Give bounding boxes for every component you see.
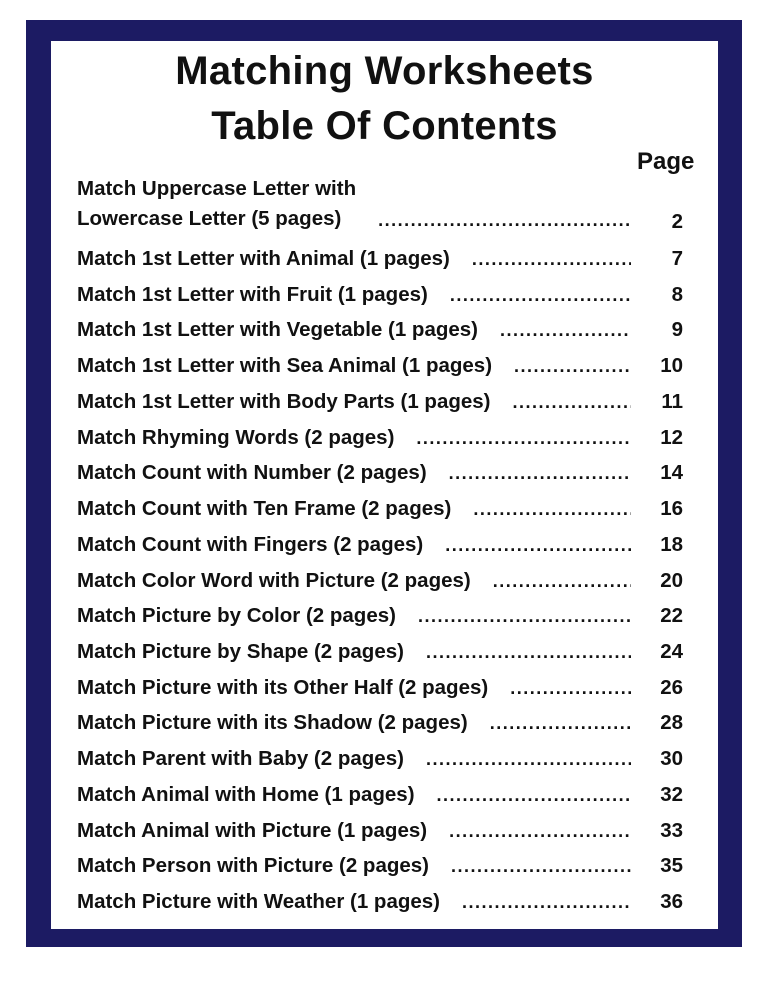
dot-leader <box>449 821 631 845</box>
toc-entry-page: 35 <box>660 854 683 877</box>
dot-leader <box>426 749 631 773</box>
toc-entry-page: 20 <box>660 569 683 592</box>
worksheet-page <box>51 41 718 929</box>
toc-entry-page: 10 <box>660 354 683 377</box>
toc-entry-label: Match Count with Fingers (2 pages) <box>77 533 424 556</box>
toc-entry-page: 33 <box>660 819 683 842</box>
toc-entry <box>77 352 683 380</box>
toc-entry-label: Match Person with Picture (2 pages) <box>77 854 429 877</box>
toc-entry <box>77 709 683 737</box>
dot-leader <box>473 499 631 523</box>
toc-entry-page: 18 <box>660 533 683 556</box>
toc-entry-page: 30 <box>660 747 683 770</box>
toc-entry-page: 14 <box>660 461 683 484</box>
toc-entry-page: 36 <box>660 890 683 913</box>
toc-entry-page: 11 <box>661 390 683 413</box>
toc-entry <box>77 424 683 452</box>
toc-entry <box>77 531 683 559</box>
toc-entry-label: Match 1st Letter with Sea Animal (1 pages) <box>77 354 493 377</box>
toc-entry <box>77 316 683 344</box>
dot-leader <box>378 210 631 234</box>
toc-entry-label: Match Picture by Shape (2 pages) <box>77 640 404 663</box>
toc-entry <box>77 674 683 702</box>
dot-leader <box>462 892 631 916</box>
toc-entry-page: 8 <box>671 283 683 306</box>
dot-leader <box>450 285 631 309</box>
dot-leader <box>514 356 631 380</box>
toc-entry-page: 12 <box>660 426 683 449</box>
toc-entry-label: Match Picture with Weather (1 pages) <box>77 890 441 913</box>
toc-entry-label: Match Count with Number (2 pages) <box>77 461 427 484</box>
toc-entry <box>77 888 683 916</box>
toc-entry-label: Match Animal with Home (1 pages) <box>77 783 415 806</box>
toc-entry-page: 32 <box>660 783 683 806</box>
toc-entry-label-line1: Match Uppercase Letter with <box>77 177 357 200</box>
dot-leader <box>513 392 631 416</box>
document-title: Matching Worksheets <box>175 49 594 93</box>
toc-entry <box>77 745 683 773</box>
dot-leader <box>416 428 631 452</box>
toc-entry <box>77 817 683 845</box>
dot-leader <box>490 713 631 737</box>
dot-leader <box>445 535 631 559</box>
page-column-header: Page <box>637 148 695 175</box>
toc-entry-label: Match Picture by Color (2 pages) <box>77 604 396 627</box>
toc-entry-page: 22 <box>660 604 683 627</box>
toc-entry-label: Match Animal with Picture (1 pages) <box>77 819 428 842</box>
dot-leader <box>418 606 631 630</box>
toc-entry-label: Match Picture with its Other Half (2 pages) <box>77 676 489 699</box>
toc-entry <box>77 567 683 595</box>
toc-entry <box>77 388 683 416</box>
toc-entry <box>77 245 683 273</box>
table-of-contents <box>51 41 718 929</box>
document-subtitle: Table Of Contents <box>211 104 558 148</box>
toc-entry-page: 24 <box>660 640 683 663</box>
toc-entry-label: Match Count with Ten Frame (2 pages) <box>77 497 452 520</box>
toc-entry <box>77 174 683 234</box>
dot-leader <box>437 785 631 809</box>
dot-leader <box>449 463 631 487</box>
toc-entry-label-line2: Lowercase Letter (5 pages) <box>77 207 342 230</box>
toc-entry <box>77 852 683 880</box>
toc-entry-page: 9 <box>671 318 683 341</box>
toc-entry-page: 16 <box>660 497 683 520</box>
toc-entry-label: Match Picture with its Shadow (2 pages) <box>77 711 468 734</box>
dot-leader <box>451 856 631 880</box>
toc-entry-label: Match 1st Letter with Vegetable (1 pages) <box>77 318 478 341</box>
toc-entry-label: Match 1st Letter with Fruit (1 pages) <box>77 283 428 306</box>
toc-entry-page: 28 <box>660 711 683 734</box>
toc-entry <box>77 781 683 809</box>
toc-entry-label: Match Rhyming Words (2 pages) <box>77 426 395 449</box>
toc-entry-page: 26 <box>660 676 683 699</box>
toc-entry-label <box>77 174 356 234</box>
dot-leader <box>493 571 631 595</box>
dot-leader <box>426 642 631 666</box>
toc-entry-label: Match 1st Letter with Animal (1 pages) <box>77 247 450 270</box>
toc-entry-page: 7 <box>671 247 683 270</box>
toc-entry-label: Match Color Word with Picture (2 pages) <box>77 569 471 592</box>
toc-entry-label: Match Parent with Baby (2 pages) <box>77 747 404 770</box>
dot-leader <box>500 320 631 344</box>
dot-leader <box>510 678 631 702</box>
toc-entry <box>77 459 683 487</box>
toc-entry <box>77 638 683 666</box>
dot-leader <box>472 249 631 273</box>
toc-entry-label: Match 1st Letter with Body Parts (1 pages) <box>77 390 491 413</box>
toc-entry <box>77 602 683 630</box>
toc-entry <box>77 281 683 309</box>
toc-entry <box>77 495 683 523</box>
toc-entry-page: 2 <box>671 210 683 233</box>
